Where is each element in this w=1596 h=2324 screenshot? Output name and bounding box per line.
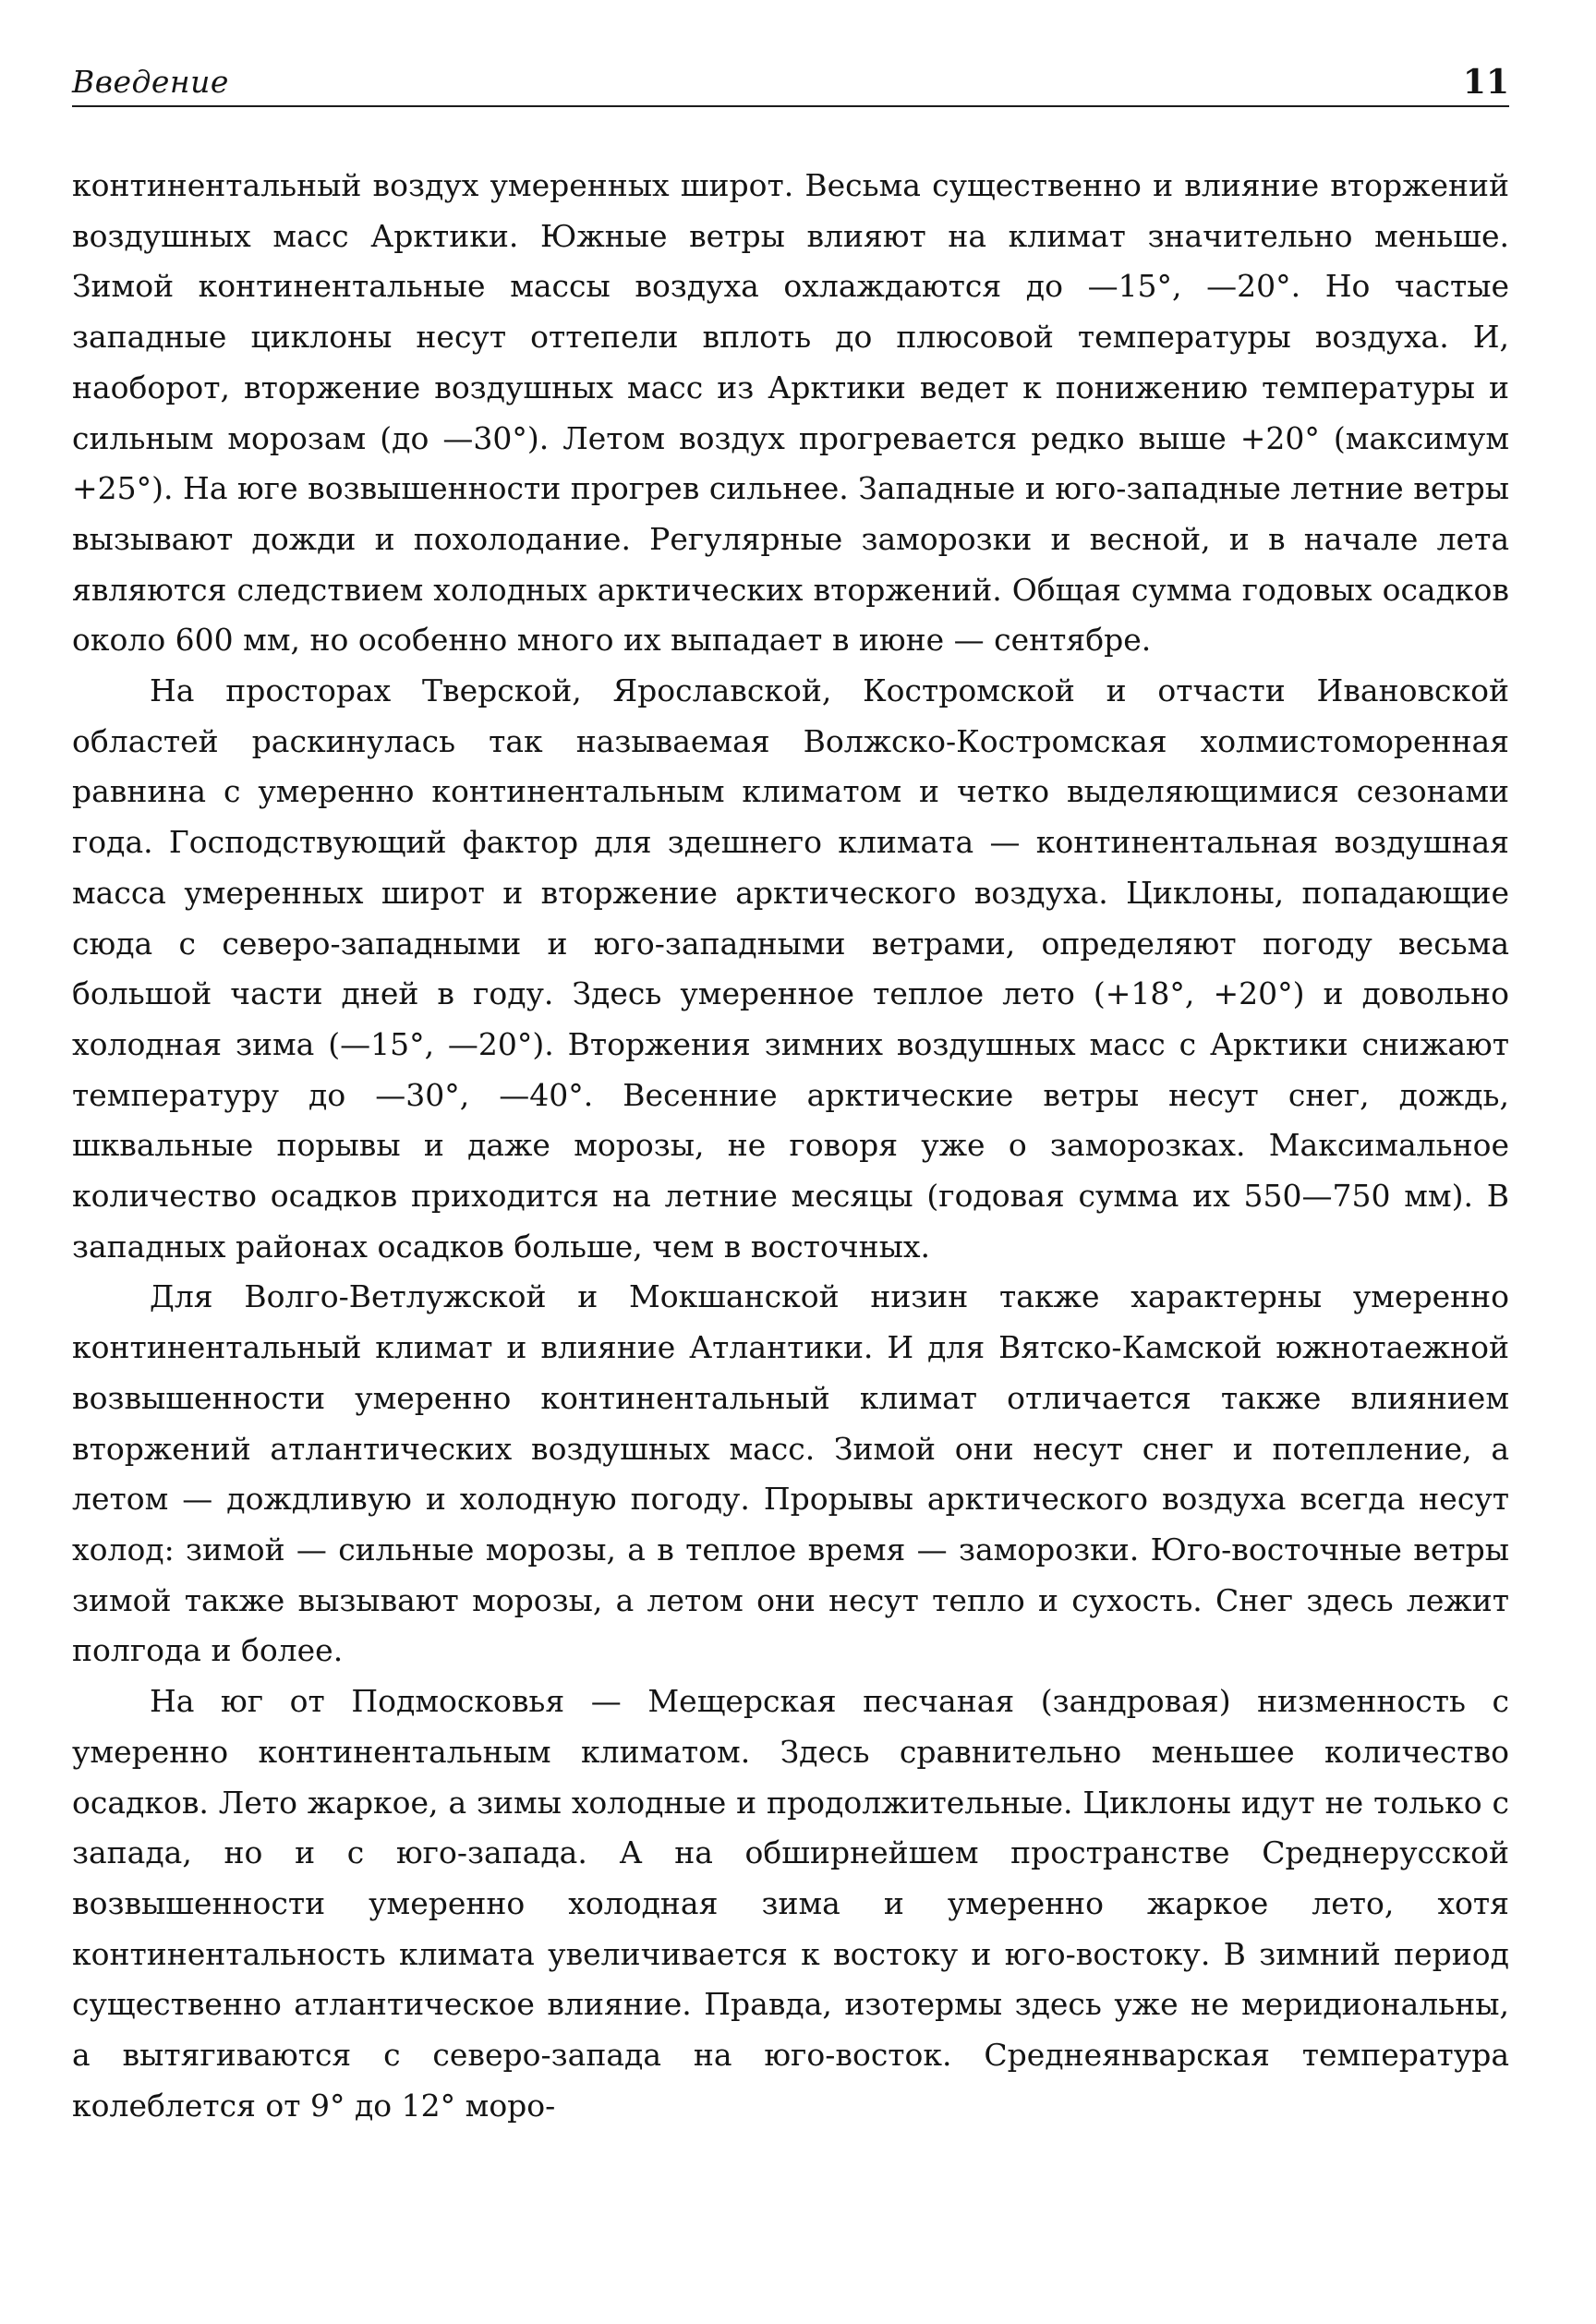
paragraph: На юг от Подмосковья — Мещерская песчаная (зандровая) низменность с умеренно континентальным климатом. Здесь сравнительно меньшее количество осадков. Лето жаркое, а зимы холодные и продолжительные. Циклоны идут не только с запада, но и с юго-запада. А на обширнейшем пространстве Среднерусской возвышенности умеренно холодная зима и умеренно жаркое лето, хотя континентальность климата увеличивается к востоку и юго-востоку. В зимний период существенно атлантическое влияние. Правда, изотермы здесь уже не меридиональны, а вытягиваются с северо-запада на юго-восток. Среднеянварская температура колеблется от 9° до 12° моро- xyxy=(72,1683,1509,2124)
section-title: Введение xyxy=(72,64,229,100)
book-page xyxy=(72,54,1509,2289)
paragraph: Для Волго-Ветлужской и Мокшанской низин также характерны умеренно континентальный климат и влияние Атлантики. И для Вятско-Камской южнотаежной возвышенности умеренно континентальный климат отличается также влиянием вторжений атлантических воздушных масс. Зимой они несут снег и потепление, а летом — дождливую и холодную погоду. Прорывы арктического воздуха всегда несут холод: зимой — сильные морозы, а в теплое время — заморозки. Юго-восточные ветры зимой также вызывают морозы, а летом они несут тепло и сухость. Снег здесь лежит полгода и более. xyxy=(72,1278,1509,1669)
paragraph: континентальный воздух умеренных широт. Весьма существенно и влияние вторжений воздушных масс Арктики. Южные ветры влияют на климат значительно меньше. Зимой континентальные массы воздуха охлаждаются до —15°, —20°. Но частые западные циклоны несут оттепели вплоть до плюсовой температуры воздуха. И, наоборот, вторжение воздушных масс из Арктики ведет к понижению температуры и сильным морозам (до —30°). Летом воздух прогревается редко выше +20° (максимум +25°). На юге возвышенности прогрев сильнее. Западные и юго-западные летние ветры вызывают дожди и похолодание. Регулярные заморозки и весной, и в начале лета являются следствием холодных арктических вторжений. Общая сумма годовых осадков около 600 мм, но особенно много их выпадает в июне — сентябре. xyxy=(72,167,1509,659)
body-text xyxy=(72,161,1509,2131)
running-header xyxy=(72,54,1509,107)
paragraph: На просторах Тверской, Ярославской, Костромской и отчасти Ивановской областей раскинулась так называемая Волжско-Костромская холмистоморенная равнина с умеренно континентальным климатом и четко выделяющимися сезонами года. Господствующий фактор для здешнего климата — континентальная воздушная масса умеренных широт и вторжение арктического воздуха. Циклоны, попадающие сюда с северо-западными и юго-западными ветрами, определяют погоду весьма большой части дней в году. Здесь умеренное теплое лето (+18°, +20°) и довольно холодная зима (—15°, —20°). Вторжения зимних воздушных масс с Арктики снижают температуру до —30°, —40°. Весенние арктические ветры несут снег, дождь, шквальные порывы и даже морозы, не говоря уже о заморозках. Максимальное количество осадков приходится на летние месяцы (годовая сумма их 550—750 мм). В западных районах осадков больше, чем в восточных. xyxy=(72,672,1509,1265)
page-number: 11 xyxy=(1462,63,1509,102)
